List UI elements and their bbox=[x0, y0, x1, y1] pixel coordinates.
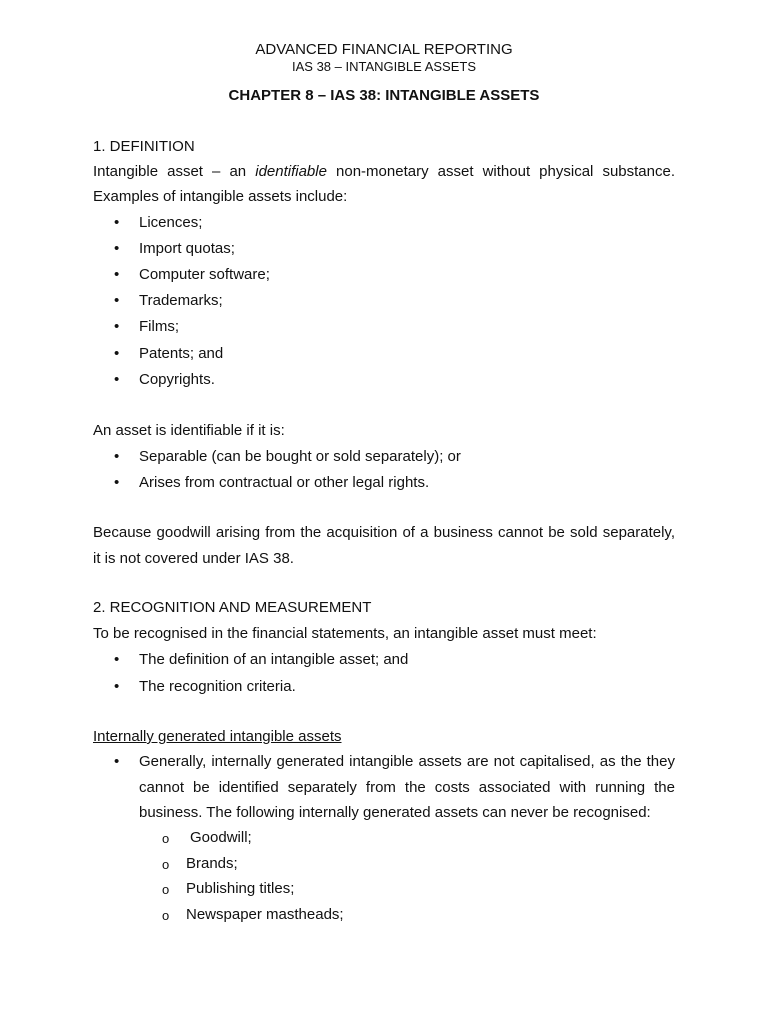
list-item: Licences; bbox=[139, 214, 203, 231]
sub-list-item: Newspaper mastheads; bbox=[186, 906, 344, 923]
paragraph-line-2: cannot be identified separately from the costs associated with running the bbox=[139, 779, 675, 796]
list-item: Patents; and bbox=[139, 345, 224, 362]
header-title: ADVANCED FINANCIAL REPORTING bbox=[255, 41, 513, 58]
list-item: Films; bbox=[139, 318, 179, 335]
bullet: • bbox=[114, 753, 120, 770]
chapter-title: CHAPTER 8 – IAS 38: INTANGIBLE ASSETS bbox=[228, 87, 540, 104]
bullet: • bbox=[114, 448, 120, 465]
list-item: The recognition criteria. bbox=[139, 678, 296, 695]
bullet: • bbox=[114, 678, 120, 695]
bullet: • bbox=[114, 345, 120, 362]
bullet: • bbox=[114, 214, 120, 231]
sub-list-item: Publishing titles; bbox=[186, 880, 295, 897]
bullet: • bbox=[114, 318, 120, 335]
bullet: • bbox=[114, 292, 120, 309]
list-item: Arises from contractual or other legal rights. bbox=[139, 474, 430, 491]
paragraph-line-3: business. The following internally generated assets can never be recognised: bbox=[139, 804, 651, 821]
list-item: Separable (can be bought or sold separately); or bbox=[139, 448, 461, 465]
examples-intro: Examples of intangible assets include: bbox=[93, 188, 348, 205]
sub-list-item: Goodwill; bbox=[190, 829, 252, 846]
goodwill-line-1: Because goodwill arising from the acquisition of a business cannot be sold separately, bbox=[93, 524, 675, 541]
sub-bullet: o bbox=[162, 831, 170, 846]
definition-suffix: non-monetary asset without physical substance. bbox=[336, 163, 675, 180]
bullet: • bbox=[114, 651, 120, 668]
list-item: Trademarks; bbox=[139, 292, 223, 309]
bullet: • bbox=[114, 266, 120, 283]
sub-bullet: o bbox=[162, 908, 170, 923]
list-item: Copyrights. bbox=[139, 371, 215, 388]
paragraph-line-1: Generally, internally generated intangible assets are not capitalised, as the they bbox=[139, 753, 675, 770]
definition-italic: identifiable bbox=[255, 163, 327, 180]
goodwill-line-2: it is not covered under IAS 38. bbox=[93, 550, 294, 567]
definition-line bbox=[93, 163, 675, 181]
list-item: Computer software; bbox=[139, 266, 270, 283]
sub-bullet: o bbox=[162, 882, 170, 897]
section1-heading: 1. DEFINITION bbox=[93, 138, 195, 155]
sub-list-item: Brands; bbox=[186, 855, 238, 872]
list-item: Import quotas; bbox=[139, 240, 235, 257]
bullet: • bbox=[114, 371, 120, 388]
bullet: • bbox=[114, 240, 120, 257]
recognition-intro: To be recognised in the financial statements, an intangible asset must meet: bbox=[93, 625, 597, 642]
bullet: • bbox=[114, 474, 120, 491]
definition-prefix: Intangible asset – an bbox=[93, 163, 247, 180]
identifiable-intro: An asset is identifiable if it is: bbox=[93, 422, 285, 439]
sub-bullet: o bbox=[162, 857, 170, 872]
subheading-internally-generated: Internally generated intangible assets bbox=[93, 728, 342, 745]
list-item: The definition of an intangible asset; and bbox=[139, 651, 409, 668]
section2-heading: 2. RECOGNITION AND MEASUREMENT bbox=[93, 599, 372, 616]
header-subtitle: IAS 38 – INTANGIBLE ASSETS bbox=[292, 59, 476, 74]
